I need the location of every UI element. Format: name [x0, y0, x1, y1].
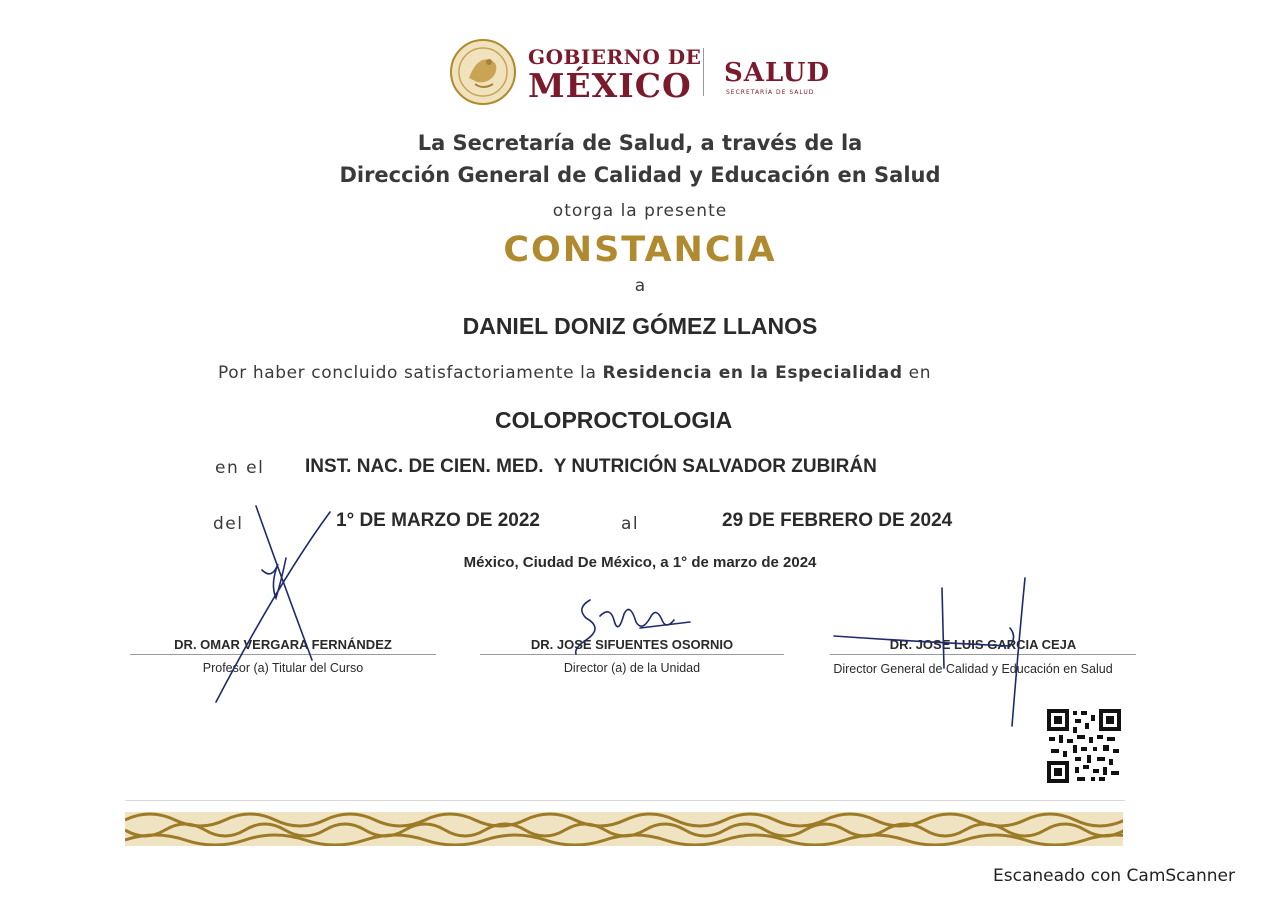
camscanner-watermark: Escaneado con CamScanner — [993, 866, 1235, 886]
signature-name-2: DR. JOSE SIFUENTES OSORNIO — [530, 637, 734, 652]
en-el-text: en el — [215, 458, 265, 478]
signature-role-2: Director (a) de la Unidad — [563, 661, 701, 675]
completion-bold: Residencia en la Especialidad — [602, 363, 903, 383]
bottom-border-line — [125, 800, 1125, 801]
intro-line-1: La Secretaría de Salud, a través de la — [417, 131, 863, 155]
signature-role-3: Director General de Calidad y Educación en Salud — [833, 662, 1113, 676]
qr-code-icon — [1047, 709, 1121, 783]
institution-name: INST. NAC. DE CIEN. MED. Y NUTRICIÓN SALVADOR ZUBIRÁN — [305, 456, 877, 477]
recipient-name: DANIEL DONIZ GÓMEZ LLANOS — [462, 313, 818, 339]
signature-role-1: Profesor (a) Titular del Curso — [202, 661, 364, 675]
otorga-text: otorga la presente — [552, 201, 728, 221]
gobierno-de-text: GOBIERNO DE — [528, 45, 702, 69]
signature-name-1: DR. OMAR VERGARA FERNÁNDEZ — [174, 637, 392, 652]
signature-stroke — [256, 506, 312, 660]
a-text: a — [634, 276, 646, 296]
completion-suffix: en — [908, 363, 932, 383]
del-text: del — [213, 514, 244, 534]
completion-prefix: Por haber concluido satisfactoriamente la — [218, 363, 597, 383]
place-and-date: México, Ciudad De México, a 1° de marzo de 2024 — [463, 554, 817, 571]
secretaria-de-salud-text: SECRETARÍA DE SALUD — [726, 89, 815, 96]
signature-name-3: DR. JOSE LUIS GARCIA CEJA — [889, 637, 1077, 652]
start-date: 1° DE MARZO DE 2022 — [336, 510, 540, 531]
mexico-text: MÉXICO — [528, 66, 692, 105]
end-date: 29 DE FEBRERO DE 2024 — [722, 510, 953, 531]
al-text: al — [621, 514, 640, 534]
specialty-name: COLOPROCTOLOGIA — [495, 407, 733, 433]
decorative-gold-band — [125, 812, 1123, 846]
intro-line-2: Dirección General de Calidad y Educación en Salud — [339, 163, 941, 187]
certificate-title: CONSTANCIA — [503, 230, 777, 270]
salud-text: SALUD — [724, 58, 831, 88]
